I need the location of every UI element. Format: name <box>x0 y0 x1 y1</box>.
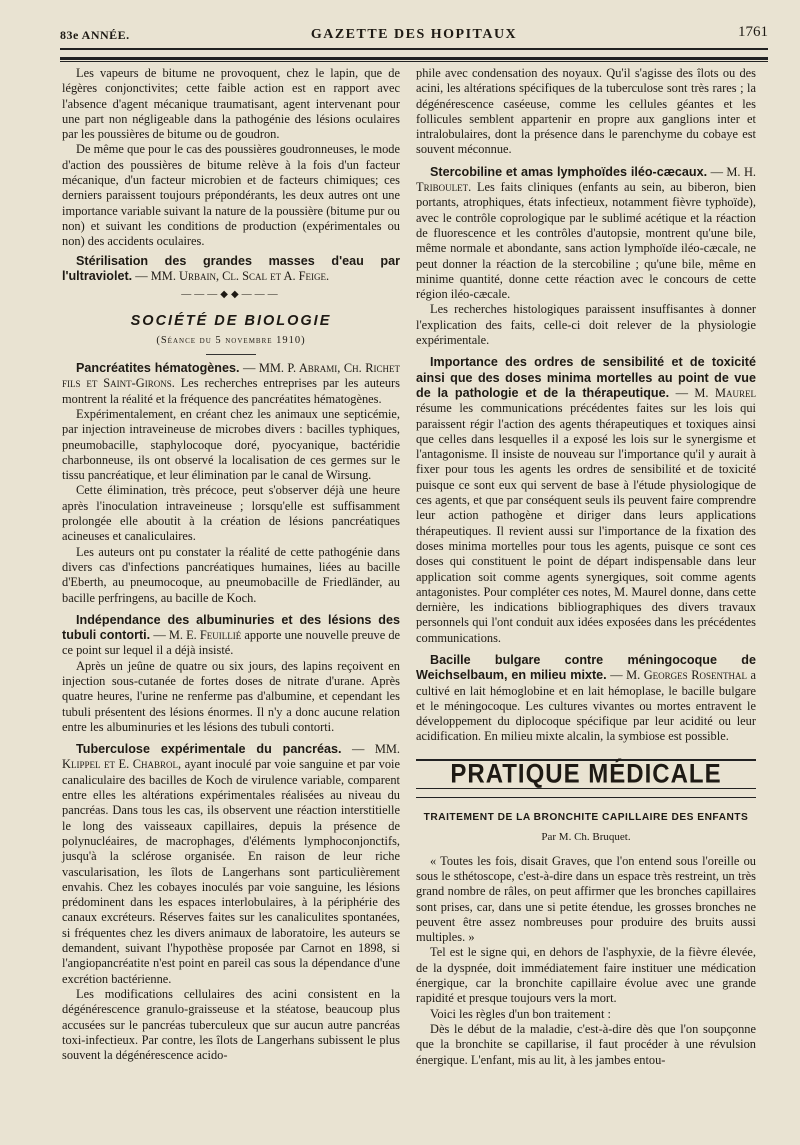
authors: — M. E. Feuillié <box>153 628 242 643</box>
article <box>62 361 400 407</box>
article-author: Par M. Ch. Bruquet. <box>541 831 631 844</box>
journal-title: GAZETTE DES HOPITAUX <box>310 27 518 42</box>
heading-text: Stérilisation des grandes masses d'eau par l'ultraviolet. <box>62 253 400 283</box>
right-column <box>416 66 756 1068</box>
authors: — MM. P. Abrami, Ch. Richet fils et Saint-Girons. <box>62 361 400 391</box>
authors: — M. Maurel <box>675 385 756 400</box>
header-double-rule-thin <box>60 61 768 62</box>
heading-text: Importance des ordres de sensibilité et de toxicité ainsi que des doses minima mortelles au point de vue de la pathologie et de la thérapeutique. <box>416 355 756 400</box>
article <box>416 355 756 646</box>
paragraph: Les vapeurs de bitume ne provoquent, chez le lapin, que de légères conjonctivites; cette faible action est en rapport avec l'absence d'agent mécanique traumatisant, agent intervenant pour une part non négligeable dans la pathogénie des lésions oculaires par les poussières de bitume ou de goudron. <box>62 66 400 142</box>
article-text: résume les communications précédentes faites sur les lois qui paraissent régir l'action des agents thérapeutiques et toxiques ainsi que celles dans lesquelles il a exposé les lois sur le synergisme et l'antagonisme. Il insiste de nouveau sur l'importance qu'il y aurait à fixer pour tous les agents les ordres de sensibilité et de toxicité puisque ce sont eux qui servent de base à l'étude physiologique de ces agents, et que par conséquent seuls ils peuvent faire comprendre leur action pathogène et diriger dans leurs applications thérapeutiques. Il revient aussi sur l'importance de la fixation des doses minima mortelles pour tous les agents, puisque ce sont ces doses qui constituent le point de départ indispensable dans leur application soit comme agents synergiques, soit comme agents antagonistes. Pour compléter ces notes, M. Maurel donne, dans cette dernière, les indications bibliographiques des divers travaux personnels qui l'ont conduit aux idées exposées dans les précédentes communications. <box>416 401 756 645</box>
article-text: Les faits cliniques (enfants au sein, au biberon, bien portants, atrophiques, états infectieux, notamment fièvre typhoïde), avec le contrôle coprologique par le sublimé acétique et la réaction de fluorescence et les contrôles d'autopsie, montrent qu'une bile, même normale et abondante, sans action lymphoïde iléo-cæcale, ne peut donner la réaction de la stercobiline ; qu'une bile, même en minime quantité, donne cette réaction avec le concours de cette région iléo-cæcale. <box>416 180 756 302</box>
issue-year: 83e ANNÉE. <box>60 28 130 42</box>
paragraph: Expérimentalement, en créant chez les animaux une septicémie, par injection intraveineuse de microbes divers : bacilles typhiques, pneumobacille, staphylocoque doré, pyocyanique, bactéridie charbonneuse, ils ont observé la localisation de ces germes sur le tissu pancréatique, et leur élimination par le canal de Wirsung. <box>62 406 400 483</box>
paragraph: phile avec condensation des noyaux. Qu'il s'agisse des îlots ou des acini, les altérations spécifiques de la tuberculose sont très rares ; la dégénérescence caséeuse, comme les cellules géantes et les follicules semblent appartenir en propre aux ganglions inter et intralobulaires, dont la présence dans le parenchyme du cobaye est souvent méconnue. <box>416 66 756 157</box>
paragraph: Les recherches histologiques paraissent insuffisantes à donner l'explication des faits, celle-ci doit relever de la physiologie expérimentale. <box>416 302 756 348</box>
heading-text: Stercobiline et amas lymphoïdes iléo-cæcaux. <box>430 164 708 179</box>
authors: — M. Georges Rosenthal <box>610 668 747 683</box>
heading-text: Indépendance des albuminuries et des lésions des tubuli contorti. <box>62 612 400 643</box>
left-column <box>62 66 400 1063</box>
article <box>416 165 756 303</box>
heading-text: Bacille bulgare contre méningocoque de Weichselbaum, en milieu mixte. <box>416 652 756 683</box>
pratique-medicale-banner <box>416 759 756 798</box>
article-heading <box>62 254 400 285</box>
header-double-rule <box>60 57 768 60</box>
paragraph: Tel est le signe qui, en dehors de l'asphyxie, de la fièvre élevée, de la dyspnée, doit immédiatement faire instituer une médication énergique, car la bronchite capillaire évolue avec une grande rapidité et presque toujours vers la mort. <box>416 945 756 1006</box>
paragraph: De même que pour le cas des poussières goudronneuses, le mode d'action des poussières de bitume relève à la fois d'un facteur mécanique, d'un facteur microbien et de facteurs chimiques; ces derniers paraissent toujours prépondérants, les deux autres ont une importance variable suivant la nature de la poussière (bitume pur ou non) et suivant les conditions de production (expérimentales ou non) des accidents oculaires. <box>62 142 400 249</box>
paragraph: Après un jeûne de quatre ou six jours, des lapins reçoivent en injection sous-cutanée de fortes doses de nitrate d'urane. Après quatre heures, l'urine ne renferme pas d'albumine, et cependant les tubuli présentent des lésions énormes. Il n'y a donc aucune relation entre les albuminuries et les lésions des tubuli contorti. <box>62 658 400 734</box>
article-text: Les recherches entreprises par les auteurs montrent la réalité et la fréquence des pancréatites hématogènes. <box>62 376 400 406</box>
article <box>416 653 756 745</box>
paragraph: Voici les règles d'un bon traitement : <box>430 1006 611 1021</box>
divider <box>206 354 256 355</box>
header-rule <box>60 48 768 50</box>
article-title: TRAITEMENT DE LA BRONCHITE CAPILLAIRE DES ENFANTS <box>423 812 749 824</box>
paragraph: Dès le début de la maladie, c'est-à-dire dès que l'on soupçonne que la bronchite se capillarise, il faut procéder à une révulsion énergique. L'enfant, mis au lit, à les jambes entou- <box>416 1021 756 1067</box>
section-subtitle: (Séance du 5 novembre 1910) <box>156 334 306 346</box>
article-text: a cultivé en lait hémoglobine et en lait hémoplase, le bacille bulgare et le méningocoque. Les cultures vivantes ou mortes entravent le développement du diplocoque spécifique par leur acidité ou leur acidification. En milieu mixte alcalin, la symbiose est possible. <box>416 668 756 744</box>
ornament-divider: ———◆◆——— <box>181 289 281 301</box>
heading-text: Tuberculose expérimentale du pancréas. <box>76 742 342 757</box>
paragraph: Cette élimination, très précoce, peut s'observer déjà une heure après l'inoculation intraveineuse ; lorsqu'elle est suffisamment prolongée elle aboutit à la création de lésions pancréatiques acineuses et canaliculaires. <box>62 483 400 544</box>
section-title: PRATIQUE MÉDICALE <box>450 759 722 790</box>
paragraph: Les modifications cellulaires des acini consistent en la dégénérescence granulo-graisseuse et la stéatose, beaucoup plus accusées sur le pancréas tuberculeux que sur aucun autre pancréas toxi-infectieux. Par contre, les îlots de Langerhans subissent le plus souvent la dégénérescence acido- <box>62 986 400 1063</box>
page-header <box>60 22 768 46</box>
article <box>62 742 400 987</box>
article-text: apporte une nouvelle preuve de ce point sur lequel il a déjà insisté. <box>62 628 401 658</box>
section-title: SOCIÉTÉ DE BIOLOGIE <box>130 313 332 330</box>
authors: — M. H. Triboulet. <box>416 164 756 195</box>
article-text: ayant inoculé par voie sanguine et par voie canaliculaire des bacilles de Koch de virulence variable, comparent entre elles les altérations expérimentales réalisées au niveau du pancréas. Dans tous les cas, ils observent une réaction interstitielle le long des vaisseaux capillaires, depuis la présence de polynucléaires, de macrophages, d'éléments lymphoconjonctifs, jusqu'à la sclérose organisée. En raison de leur riche vascularisation, les îlots de Langerhans sont particulièrement envahis. Chez les cobayes inoculés par voie sanguine, les lésions prédominent dans les espaces interlobulaires, à la périphérie des canaux excréteurs. Réserves faites sur les canaliculites spontanées, si fréquentes chez les divers animaux de laboratoire, les auteurs se demandent, suivant l'hypothèse proposée par Carnot en 1898, si l'angiopancréatite n'est point en pareil cas sous la dépendance d'une excrétion bactérienne. <box>62 757 400 986</box>
authors: — MM. Urbain, Cl. Scal et A. Feige. <box>135 268 330 283</box>
paragraph: Les auteurs ont pu constater la réalité de cette pathogénie dans divers cas d'infections pancréatiques humaines, liées au bacille d'Eberth, au pneumocoque, au pneumobacille de Friedländer, au bacille perfringens, au bacille de Koch. <box>62 544 400 605</box>
page-number: 1761 <box>738 24 768 40</box>
authors: — MM. Klippel et E. Chabrol, <box>62 742 400 772</box>
paragraph: « Toutes les fois, disait Graves, que l'on entend sous l'oreille ou sous le sthétoscope, c'est-à-dire dans un espace très restreint, un très grand nombre de râles, on peut affirmer que les bronches capillaires sont prises, car, dans une si petite étendue, les grosses bronches ne peuvent être assez nombreuses pour produire des bruits aussi multiples. » <box>416 853 756 945</box>
article <box>62 613 400 659</box>
heading-text: Pancréatites hématogènes. <box>76 361 240 376</box>
